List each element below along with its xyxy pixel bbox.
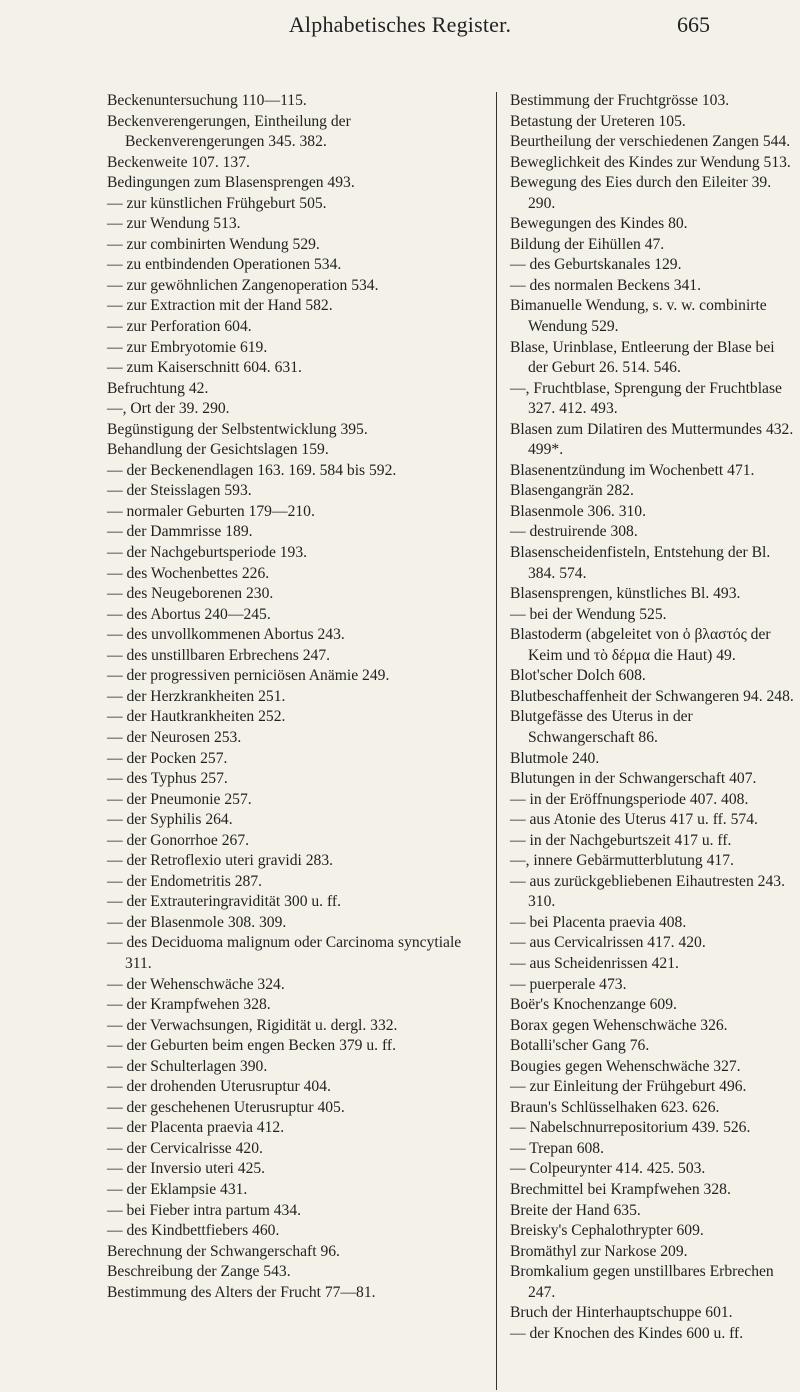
index-entry: Blastoderm (abgeleitet von ὁ βλαστός der Keim und τὸ δέρμα die Haut) 49. xyxy=(510,626,771,664)
index-entry: —, Fruchtblase, Sprengung der Fruchtblase 327. 412. 493. xyxy=(510,379,782,418)
page-number: 665 xyxy=(677,12,710,37)
index-entry: — des Kindbettfiebers 460. xyxy=(107,1222,280,1240)
index-entry: — in der Nachgeburtszeit 417 u. ff. xyxy=(510,831,732,849)
column-divider xyxy=(496,92,497,1390)
index-entry: — des unstillbaren Erbrechens 247. xyxy=(107,646,331,664)
index-entry: — der Cervicalrisse 420. xyxy=(107,1139,263,1157)
index-entry: — destruirende 308. xyxy=(510,523,638,541)
index-entry: Blasenmole 306. 310. xyxy=(510,502,646,520)
index-entry: Boër's Knochenzange 609. xyxy=(510,996,677,1014)
index-entry: — der Inversio uteri 425. xyxy=(107,1160,266,1178)
index-column-right xyxy=(510,91,798,1344)
index-entry: — aus zurückgebliebenen Eihautresten 243. 310. xyxy=(510,872,785,911)
index-entry: Behandlung der Gesichtslagen 159. xyxy=(107,441,329,459)
index-entry: — der Knochen des Kindes 600 u. ff. xyxy=(510,1324,744,1342)
index-entry: Blasensprengen, künstliches Bl. 493. xyxy=(510,585,741,603)
index-entry: — der Nachgeburtsperiode 193. xyxy=(107,544,308,562)
index-entry: — der Geburten beim engen Becken 379 u. ff. xyxy=(107,1037,396,1055)
index-entry: —, Ort der 39. 290. xyxy=(107,400,230,418)
index-entry: Borax gegen Wehenschwäche 326. xyxy=(510,1016,728,1034)
index-entry: — des Typhus 257. xyxy=(107,770,228,788)
index-entry: Bewegung des Eies durch den Eileiter 39. 290. xyxy=(510,174,772,212)
index-entry: — des Abortus 240—245. xyxy=(107,605,271,623)
index-entry: — des unvollkommenen Abortus 243. xyxy=(107,626,345,644)
index-entry: — bei der Wendung 525. xyxy=(510,605,667,623)
index-entry: — des Neugeborenen 230. xyxy=(107,585,274,603)
index-entry: — der Herzkrankheiten 251. xyxy=(107,687,286,705)
index-entry: — zur combinirten Wendung 529. xyxy=(107,235,320,253)
index-entry: — zur Einleitung der Frühgeburt 496. xyxy=(510,1078,747,1096)
index-entry: — der Dammrisse 189. xyxy=(107,523,253,541)
index-entry: Braun's Schlüsselhaken 623. 626. xyxy=(510,1098,720,1116)
index-entry: —, innere Gebärmutterblutung 417. xyxy=(510,852,734,870)
index-entry: — aus Atonie des Uterus 417 u. ff. 574. xyxy=(510,811,758,829)
index-entry: — der Krampfwehen 328. xyxy=(107,996,271,1014)
index-entry: — zu entbindenden Operationen 534. xyxy=(107,256,342,274)
index-entry: Bougies gegen Wehenschwäche 327. xyxy=(510,1057,741,1075)
index-entry: Blasengangrän 282. xyxy=(510,482,634,500)
index-entry: — der Pneumonie 257. xyxy=(107,790,252,808)
index-entry: — zur Extraction mit der Hand 582. xyxy=(107,297,333,315)
index-entry: Blasen zum Dilatiren des Muttermundes 432. 499*. xyxy=(510,420,794,459)
index-entry: Bimanuelle Wendung, s. v. w. combinirte Wendung 529. xyxy=(510,297,767,336)
index-entry: Bewegungen des Kindes 80. xyxy=(510,215,688,233)
index-entry: Befruchtung 42. xyxy=(107,379,209,397)
index-entry: Botalli'scher Gang 76. xyxy=(510,1037,650,1055)
index-entry: — der Verwachsungen, Rigidität u. dergl. 332. xyxy=(107,1016,398,1034)
index-entry: Blasenscheidenfisteln, Entstehung der Bl. 384. 574. xyxy=(510,544,771,582)
index-entry: — des Wochenbettes 226. xyxy=(107,564,270,582)
index-entry: — der progressiven perniciösen Anämie 249. xyxy=(107,667,390,685)
index-entry: — der Schulterlagen 390. xyxy=(107,1057,268,1075)
index-entry: Breisky's Cephalothrypter 609. xyxy=(510,1222,704,1240)
index-entry: — zur gewöhnlichen Zangenoperation 534. xyxy=(107,276,379,294)
index-entry: Beurtheilung der verschiedenen Zangen 544. xyxy=(510,133,791,151)
index-entry: — der Steisslagen 593. xyxy=(107,482,252,500)
index-entry: — der geschehenen Uterusruptur 405. xyxy=(107,1098,345,1116)
index-entry: Breite der Hand 635. xyxy=(510,1201,641,1219)
index-entry: Beweglichkeit des Kindes zur Wendung 513. xyxy=(510,153,791,171)
index-entry: — Colpeurynter 414. 425. 503. xyxy=(510,1160,706,1178)
page-header xyxy=(0,12,800,42)
index-entry: Bedingungen zum Blasensprengen 493. xyxy=(107,174,355,192)
index-entry: — der Endometritis 287. xyxy=(107,872,263,890)
index-entry: — zur Embryotomie 619. xyxy=(107,338,268,356)
index-entry: Blase, Urinblase, Entleerung der Blase bei der Geburt 26. 514. 546. xyxy=(510,338,775,377)
index-entry: — der Pocken 257. xyxy=(107,749,228,767)
index-entry: — der Placenta praevia 412. xyxy=(107,1119,285,1137)
index-entry: — der Wehenschwäche 324. xyxy=(107,975,285,993)
index-entry: — der Hautkrankheiten 252. xyxy=(107,708,286,726)
running-title: Alphabetisches Register. xyxy=(288,12,512,37)
index-entry: — der Gonorrhoe 267. xyxy=(107,831,250,849)
index-entry: Berechnung der Schwangerschaft 96. xyxy=(107,1242,340,1260)
index-entry: Beckenuntersuchung 110—115. xyxy=(107,92,307,109)
index-column-left xyxy=(107,91,489,1303)
index-entry: — der Syphilis 264. xyxy=(107,811,233,829)
index-entry: Brechmittel bei Krampfwehen 328. xyxy=(510,1180,731,1198)
index-entry: Bruch der Hinterhauptschuppe 601. xyxy=(510,1304,733,1322)
index-entry: — der Blasenmole 308. 309. xyxy=(107,913,287,931)
index-entry: Bestimmung des Alters der Frucht 77—81. xyxy=(107,1283,376,1301)
index-entry: Bromäthyl zur Narkose 209. xyxy=(510,1242,688,1260)
index-entry: Bildung der Eihüllen 47. xyxy=(510,235,665,253)
index-entry: — der Neurosen 253. xyxy=(107,728,242,746)
index-entry: Blutmole 240. xyxy=(510,749,600,767)
index-entry: — der Extrauteringravidität 300 u. ff. xyxy=(107,893,341,911)
index-entry: Betastung der Ureteren 105. xyxy=(510,112,686,130)
index-entry: — der Retroflexio uteri gravidi 283. xyxy=(107,852,334,870)
index-entry: Bromkalium gegen unstillbares Erbrechen 247. xyxy=(510,1263,774,1301)
index-entry: Blasenentzündung im Wochenbett 471. xyxy=(510,461,755,479)
index-entry: — normaler Geburten 179—210. xyxy=(107,502,315,520)
index-entry: — aus Cervicalrissen 417. 420. xyxy=(510,934,706,952)
index-entry: — des normalen Beckens 341. xyxy=(510,276,701,294)
index-entry: Begünstigung der Selbstentwicklung 395. xyxy=(107,420,368,438)
index-entry: — des Geburtskanales 129. xyxy=(510,256,682,274)
index-entry: Blutbeschaffenheit der Schwangeren 94. 248. xyxy=(510,687,794,705)
index-entry: — Nabelschnurrepositorium 439. 526. xyxy=(510,1119,751,1137)
index-entry: — der drohenden Uterusruptur 404. xyxy=(107,1078,331,1096)
index-entry: — zur Perforation 604. xyxy=(107,318,252,336)
index-entry: Beckenverengerungen, Eintheilung der Beckenverengerungen 345. 382. xyxy=(107,112,351,151)
index-entry: Blutungen in der Schwangerschaft 407. xyxy=(510,770,757,788)
index-entry: Blutgefässe des Uterus in der Schwangerschaft 86. xyxy=(510,708,693,746)
index-entry: — des Deciduoma malignum oder Carcinoma syncytiale 311. xyxy=(107,934,462,972)
index-entry: Beschreibung der Zange 543. xyxy=(107,1263,291,1281)
index-entry: — puerperale 473. xyxy=(510,975,627,993)
index-entry: — der Beckenendlagen 163. 169. 584 bis 592. xyxy=(107,461,397,479)
index-entry: — bei Fieber intra partum 434. xyxy=(107,1201,302,1219)
index-entry: — zur künstlichen Frühgeburt 505. xyxy=(107,194,327,212)
index-entry: — aus Scheidenrissen 421. xyxy=(510,954,679,972)
index-entry: Bestimmung der Fruchtgrösse 103. xyxy=(510,92,730,109)
index-entry: — bei Placenta praevia 408. xyxy=(510,913,687,931)
index-entry: Blot'scher Dolch 608. xyxy=(510,667,646,685)
index-entry: — der Eklampsie 431. xyxy=(107,1180,248,1198)
index-entry: Beckenweite 107. 137. xyxy=(107,153,250,171)
index-entry: — Trepan 608. xyxy=(510,1139,605,1157)
index-entry: — zum Kaiserschnitt 604. 631. xyxy=(107,359,302,377)
index-entry: — in der Eröffnungsperiode 407. 408. xyxy=(510,790,749,808)
index-entry: — zur Wendung 513. xyxy=(107,215,241,233)
